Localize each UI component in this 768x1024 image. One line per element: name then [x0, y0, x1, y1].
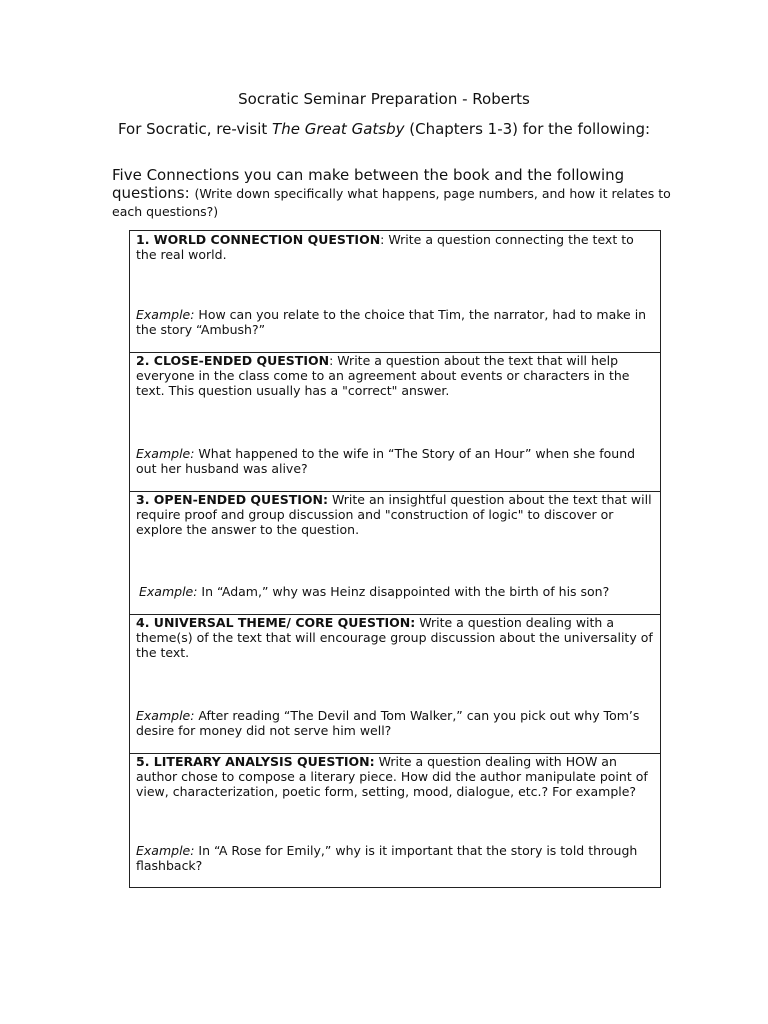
question-text: Write an insightful question about the text that will require proof and group discussion and "construction of logic" to discover or explore the answer to the question. [136, 492, 652, 537]
question-heading: 5. LITERARY ANALYSIS QUESTION: [136, 754, 375, 769]
question-heading: 1. WORLD CONNECTION QUESTION [136, 232, 381, 247]
example-text: After reading “The Devil and Tom Walker,” can you pick out why Tom’s desire for money did not serve him well? [136, 708, 640, 738]
question-example [136, 446, 654, 476]
question-example [136, 307, 654, 337]
intro-text [112, 166, 672, 220]
example-text: How can you relate to the choice that Tim, the narrator, had to make in the story “Ambush?” [136, 307, 647, 337]
question-box-2 [129, 352, 661, 491]
question-prompt [136, 754, 654, 799]
book-title: The Great Gatsby [272, 120, 405, 138]
example-text: What happened to the wife in “The Story of an Hour” when she found out her husband was alive? [136, 446, 636, 476]
intro-main: Five Connections you can make between the book and the following questions: [112, 166, 625, 202]
question-prompt [136, 353, 654, 398]
question-example [139, 584, 654, 599]
subtitle-suffix: (Chapters 1-3) for the following: [404, 120, 651, 138]
page-title: Socratic Seminar Preparation - Roberts [238, 90, 530, 108]
question-box-3 [129, 491, 661, 614]
example-label: Example: [136, 307, 195, 322]
page-subtitle [110, 120, 658, 139]
question-heading: 4. UNIVERSAL THEME/ CORE QUESTION: [136, 615, 416, 630]
question-heading: 2. CLOSE-ENDED QUESTION [136, 353, 330, 368]
question-text: : Write a question about the text that will help everyone in the class come to an agreement about events or characters in the text. This question usually has a "correct" answer. [136, 353, 630, 398]
example-label: Example: [136, 843, 195, 858]
intro-paren: (Write down specifically what happens, page numbers, and how it relates to each questions?) [112, 186, 671, 219]
question-prompt [136, 232, 654, 262]
question-text: Write a question dealing with a theme(s) of the text that will encourage group discussion about the universality of the text. [136, 615, 653, 660]
example-text: In “Adam,” why was Heinz disappointed with the birth of his son? [197, 584, 610, 599]
question-box-4 [129, 614, 661, 753]
question-text: : Write a question connecting the text to the real world. [136, 232, 634, 262]
question-heading: 3. OPEN-ENDED QUESTION: [136, 492, 328, 507]
example-label: Example: [139, 584, 198, 599]
question-example [136, 843, 654, 873]
question-box-1 [129, 230, 661, 352]
example-label: Example: [136, 446, 195, 461]
subtitle-prefix: For Socratic, re-visit [117, 120, 273, 138]
question-text: Write a question dealing with HOW an author chose to compose a literary piece. How did the author manipulate point of view, characterization, poetic form, setting, mood, dialogue, etc.? For example? [136, 754, 648, 799]
example-label: Example: [136, 708, 195, 723]
example-text: In “A Rose for Emily,” why is it important that the story is told through flashback? [136, 843, 638, 873]
question-example [136, 708, 654, 738]
question-prompt [136, 492, 654, 537]
question-box-5 [129, 753, 661, 888]
question-prompt [136, 615, 654, 660]
